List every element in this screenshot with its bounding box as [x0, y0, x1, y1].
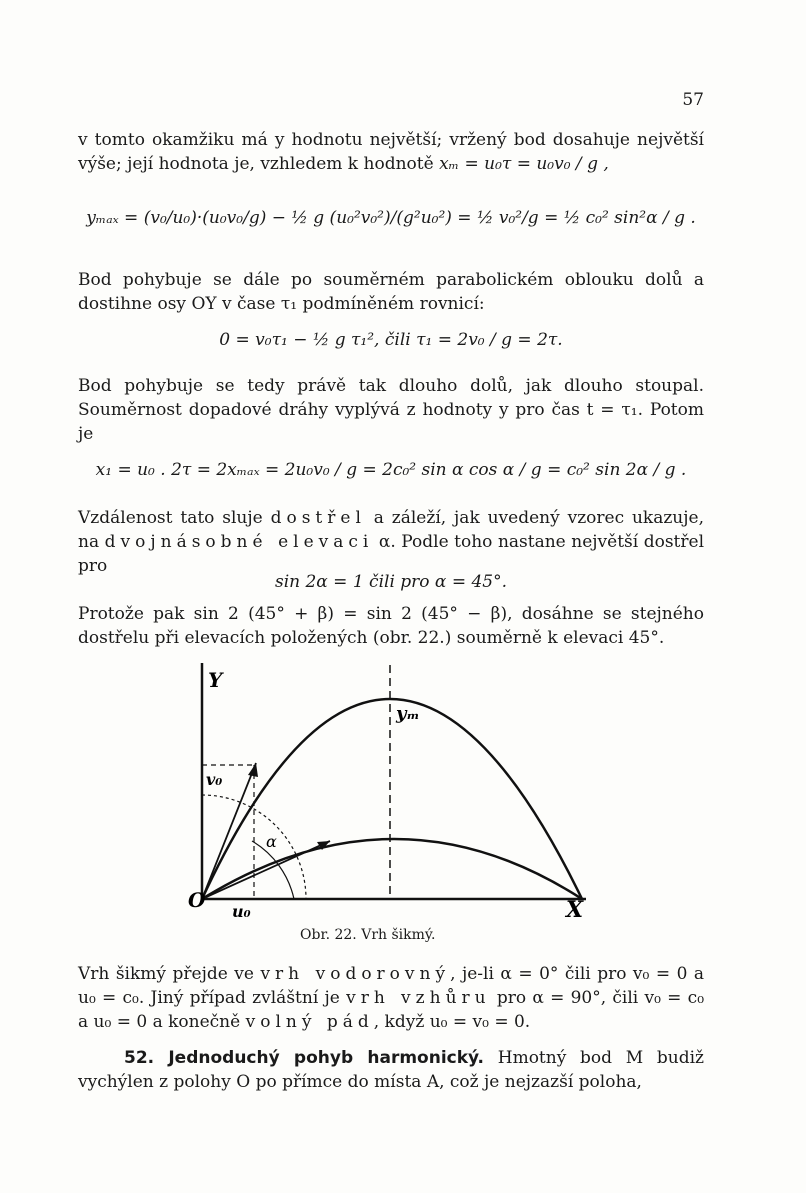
section-heading: 52. Jednoduchý pohyb harmonický. [124, 1048, 485, 1068]
term-vrh-vzhuru: vrh vzhůru [346, 988, 491, 1008]
equation-x1: x₁ = u₀ . 2τ = 2xₘₐₓ = 2u₀v₀ / g = 2c₀² sin α cos α / g = c₀² sin 2α / g . [95, 460, 687, 480]
equation-ymax: yₘₐₓ = (v₀/u₀)·(u₀v₀/g) − ½ g (u₀²v₀²)/(g²u₀²) = ½ v₀²/g = ½ c₀² sin²α / g . [86, 208, 696, 228]
term-vrh-vodorovny: vrh vodorovný [260, 964, 451, 984]
paragraph-6-text-d: , když u₀ = v₀ = 0. [373, 1012, 531, 1032]
label-x: X [566, 897, 584, 923]
label-v0: v₀ [206, 770, 223, 789]
paragraph-4 [78, 506, 704, 578]
term-dvojnasobne-elevaci: dvojnásobné elevaci [104, 532, 374, 552]
paragraph-1-text: v tomto okamžiku má y hodnotu největší; vržený bod dosahuje největší výše; její hodnota je, vzhledem k hodnotě [78, 130, 704, 174]
equation-xm: xₘ = u₀τ = u₀v₀ / g , [439, 154, 609, 174]
paragraph-6-text-b: , je-li α = 0° čili pro v₀ = 0 a u₀ = c₀. Jiný případ zvláštní je [78, 964, 705, 1008]
paragraph-7-text: Hmotný bod M budiž vychýlen z polohy O po přímce do místa A, což je nejzazší poloha, [78, 1048, 704, 1092]
label-ym: yₘ [396, 703, 420, 724]
figure-oblique-throw [186, 655, 606, 923]
paragraph-1 [78, 128, 704, 176]
equation-tau: 0 = v₀τ₁ − ½ g τ₁², čili τ₁ = 2v₀ / g = 2τ. [219, 330, 563, 350]
label-alpha: α [266, 832, 277, 851]
paragraph-3: Bod pohybuje se tedy právě tak dlouho dolů, jak dlouho stoupal. Souměrnost dopadové dráhy vyplývá z hodnoty y pro čas t = τ₁. Potom je [78, 376, 704, 444]
label-origin: O [188, 888, 206, 912]
equation-max: sin 2α = 1 čili pro α = 45°. [274, 572, 508, 592]
trajectory-low [202, 839, 582, 899]
label-y: Y [208, 668, 223, 692]
paragraph-5: Protože pak sin 2 (45° + β) = sin 2 (45° − β), dosáhne se stejného dostřelu při elevacích položených (obr. 22.) souměrně k elevaci 45°. [78, 604, 704, 648]
paragraph-2: Bod pohybuje se dále po souměrném parabolickém oblouku dolů a dostihne osy OY v čase τ₁ podmíněném rovnicí: [78, 270, 704, 314]
paragraph-7 [78, 1046, 704, 1094]
term-dostrel: dostřel [270, 508, 366, 528]
paragraph-6-text-a: Vrh šikmý přejde ve [78, 964, 254, 984]
figure-caption: Obr. 22. Vrh šikmý. [300, 927, 436, 943]
paragraph-4-text-b: a záleží, jak uvedený vzorec ukazuje, na [78, 508, 704, 552]
paragraph-6 [78, 962, 704, 1034]
paragraph-4-text-c: α. Podle toho nastane největší dostřel pro [78, 532, 705, 576]
page-number: 57 [682, 90, 704, 110]
term-volny-pad: volný pád [245, 1012, 374, 1032]
label-u0: u₀ [232, 902, 251, 921]
paragraph-4-text-a: Vzdálenost tato sluje [78, 508, 263, 528]
paragraph-6-text-c: pro α = 90°, čili v₀ = c₀ a u₀ = 0 a konečně [78, 988, 705, 1032]
